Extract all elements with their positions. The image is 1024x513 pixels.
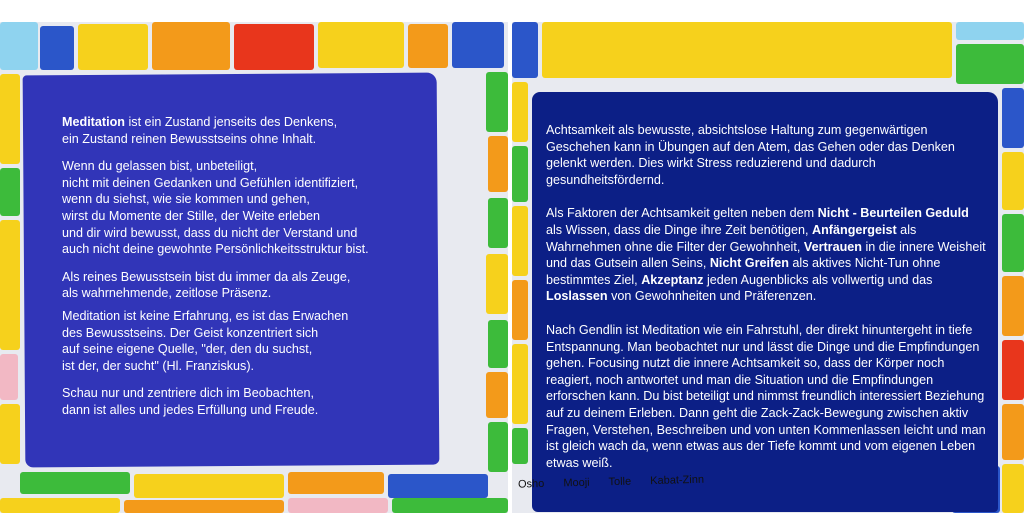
mosaic-tile bbox=[392, 498, 508, 513]
mosaic-tile bbox=[234, 24, 314, 70]
mosaic-tile bbox=[0, 498, 120, 513]
author-tolle: Tolle bbox=[608, 475, 632, 489]
author-mooji: Mooji bbox=[563, 476, 590, 490]
faktoren-text-4: in die innere Weisheit und das Gutsein allen Seins, bbox=[546, 239, 986, 271]
mosaic-tile bbox=[488, 136, 508, 192]
faktoren-text-7: von Gewohnheiten und Präferenzen. bbox=[607, 289, 817, 304]
faktoren-bold-5: Akzeptanz bbox=[641, 272, 704, 287]
mosaic-tile bbox=[486, 254, 508, 314]
left-text-content bbox=[62, 114, 432, 430]
faktoren-bold-3: Vertrauen bbox=[803, 239, 862, 254]
left-page bbox=[0, 22, 508, 513]
mosaic-tile bbox=[0, 354, 18, 400]
right-text-panel bbox=[532, 92, 998, 512]
mosaic-tile bbox=[488, 198, 508, 248]
faktoren-bold-1: Nicht - Beurteilen Geduld bbox=[817, 206, 969, 221]
author-osho: Osho bbox=[517, 477, 545, 491]
right-text-content bbox=[546, 122, 988, 482]
mosaic-tile bbox=[124, 500, 284, 513]
mosaic-tile bbox=[512, 22, 538, 78]
mosaic-tile bbox=[512, 280, 528, 340]
mosaic-tile bbox=[1002, 88, 1024, 148]
mosaic-tile bbox=[1002, 404, 1024, 460]
faktoren-text-5: als aktives Nicht-Tun ohne bestimmtes Ziel, bbox=[546, 256, 941, 287]
paragraph-faktoren bbox=[546, 205, 988, 305]
mosaic-tile bbox=[408, 24, 448, 68]
faktoren-bold-4: Nicht Greifen bbox=[709, 256, 789, 271]
mosaic-tile bbox=[1002, 276, 1024, 336]
mosaic-tile bbox=[956, 44, 1024, 84]
mosaic-tile bbox=[512, 206, 528, 276]
mosaic-tile bbox=[956, 22, 1024, 40]
faktoren-text-3: als Wahrnehmen ohne die Filter der Gewohnheit, bbox=[546, 222, 917, 254]
mosaic-tile bbox=[288, 472, 384, 494]
mosaic-tile bbox=[288, 498, 388, 513]
paragraph-gendlin: Nach Gendlin ist Meditation wie ein Fahrstuhl, der direkt hinuntergeht in tiefe Entspannung. Man beobachtet nur und lässt die Dinge und die Empfindungen gehen. Focusing nutzt die innere Achtsamkeit so, dass der Körper noch reagiert, noch antwortet und man die Situation und die Empfindungen erforschen kann. Du bist beteiligt und nimmst freundlich interessiert Beziehung auf zu deinem Erleben. Dann geht die Zack-Zack-Bewegung zwischen aktiv Fragen, Verstehen, Beschreiben und von unten Kommenlassen leicht und man ist gleich wach da, wenn etwas aus der Tiefe kommt und vom eigenen Leben etwas weiß. bbox=[546, 322, 986, 470]
mosaic-tile bbox=[452, 22, 504, 68]
mosaic-tile bbox=[488, 422, 508, 472]
intro-text: ist ein Zustand jenseits des Denkens, ein Zustand reinen Bewusstseins ohne Inhalt. bbox=[62, 115, 338, 146]
author-kabat-zinn: Kabat-Zinn bbox=[650, 473, 705, 488]
mosaic-tile bbox=[512, 344, 528, 424]
paragraph-bewusstsein: Als reines Bewusstsein bist du immer da als Zeuge, als wahrnehmende, zeitlose Präsenz. bbox=[62, 269, 351, 301]
intro-paragraph bbox=[62, 114, 432, 147]
mosaic-tile bbox=[0, 168, 20, 216]
faktoren-bold-2: Anfängergeist bbox=[812, 222, 897, 237]
faktoren-bold-6: Loslassen bbox=[546, 289, 608, 304]
mosaic-tile bbox=[388, 474, 488, 498]
mosaic-tile bbox=[318, 22, 404, 68]
mosaic-tile bbox=[512, 428, 528, 464]
faktoren-text-1: Als Faktoren der Achtsamkeit gelten neben dem bbox=[546, 206, 818, 221]
mosaic-tile bbox=[20, 472, 130, 494]
mosaic-tile bbox=[488, 320, 508, 368]
right-page bbox=[512, 22, 1024, 513]
mosaic-tile bbox=[0, 22, 38, 70]
mosaic-tile bbox=[152, 22, 230, 70]
paragraph-achtsamkeit: Achtsamkeit als bewusste, absichtslose Haltung zum gegenwärtigen Geschehen kann in Übungen auf den Atem, das Gehen oder das Denken gelenkt werden. Dies wirkt Stress reduzierend und dadurch gesundheitsfördernd. bbox=[546, 123, 955, 187]
mosaic-tile bbox=[1002, 214, 1024, 272]
mosaic-tile bbox=[0, 404, 20, 464]
mosaic-tile bbox=[1002, 464, 1024, 513]
mosaic-tile bbox=[512, 146, 528, 202]
mosaic-tile bbox=[1002, 340, 1024, 400]
intro-bold-word: Meditation bbox=[62, 115, 125, 129]
paragraph-erwachen: Meditation ist keine Erfahrung, es ist das Erwachen des Bewusstseins. Der Geist konzentriert sich auf seine eigene Quelle, "der, den du suchst, ist der, der sucht" (Hl. Franziskus). bbox=[62, 308, 349, 373]
mosaic-tile bbox=[78, 24, 148, 70]
mosaic-tile bbox=[40, 26, 74, 70]
mosaic-tile bbox=[0, 74, 20, 164]
mosaic-tile bbox=[486, 72, 508, 132]
faktoren-text-2: als Wissen, dass die Dinge ihre Zeit benötigen, bbox=[546, 222, 813, 237]
mosaic-tile bbox=[1002, 152, 1024, 210]
mosaic-tile bbox=[486, 372, 508, 418]
mosaic-tile bbox=[542, 22, 952, 78]
mosaic-tile bbox=[134, 474, 284, 498]
paragraph-beobachten: Schau nur und zentriere dich im Beobachten, dann ist alles und jedes Erfüllung und Freude. bbox=[62, 386, 319, 417]
faktoren-text-6: jeden Augenblicks als vollwertig und das bbox=[703, 272, 933, 287]
mosaic-tile bbox=[512, 82, 528, 142]
mosaic-tile bbox=[0, 220, 20, 350]
paragraph-gelassen: Wenn du gelassen bist, unbeteiligt, nicht mit deinen Gedanken und Gefühlen identifiziert, wenn du siehst, wie sie kommen und gehen, wirst du Momente der Stille, der Weite erleben und dir wird bewusst, dass du nicht der Verstand und auch nicht deine gewohnte Persönlichkeitsstruktur bist. bbox=[62, 159, 369, 257]
